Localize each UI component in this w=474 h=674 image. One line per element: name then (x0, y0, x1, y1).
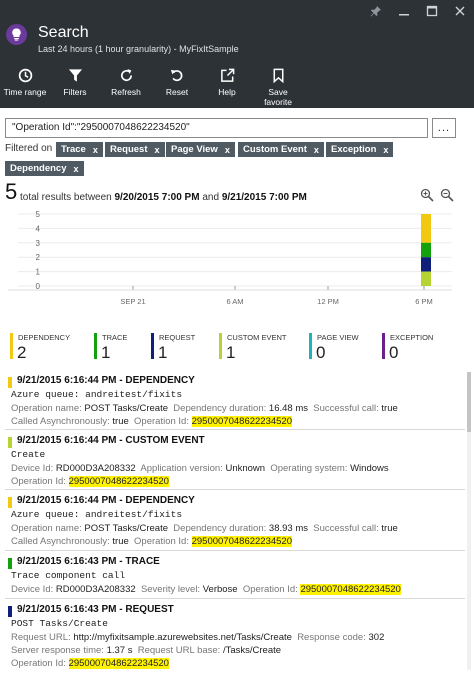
highlighted-operation-id: 2950007048622234520 (300, 584, 401, 595)
counter-color-bar (219, 333, 222, 359)
zoom-out-icon[interactable] (440, 188, 454, 202)
result-summary: Azure queue: andreitest/fixits (11, 389, 183, 400)
highlighted-operation-id: 2950007048622234520 (68, 658, 169, 669)
result-details: Called Asynchronously: true Operation Id: 2950007048622234520 (11, 416, 292, 427)
remove-filter-icon[interactable]: x (383, 144, 389, 155)
more-options-button[interactable]: ... (432, 118, 456, 138)
blade-subtitle: Last 24 hours (1 hour granularity) - MyFixItSample (38, 44, 239, 54)
funnel-icon (68, 68, 83, 83)
result-item[interactable] (5, 432, 465, 490)
external-link-icon (220, 68, 235, 83)
result-type-bar (8, 377, 12, 388)
help-button[interactable]: Help (202, 66, 252, 108)
result-title: 9/21/2015 6:16:44 PM - CUSTOM EVENT (17, 435, 205, 446)
counter-color-bar (151, 333, 154, 359)
remove-filter-icon[interactable]: x (313, 144, 319, 155)
chart-x-tick-label: SEP 21 (120, 297, 146, 306)
minimize-icon[interactable] (390, 0, 418, 22)
refresh-button[interactable]: Refresh (100, 66, 152, 108)
blade-header (0, 0, 474, 108)
chart-y-tick-label: 1 (35, 267, 40, 277)
result-item[interactable] (5, 492, 465, 551)
counter-color-bar (382, 333, 385, 359)
result-title: 9/21/2015 6:16:43 PM - REQUEST (17, 604, 174, 615)
result-type-bar (8, 606, 12, 617)
chart-x-tick-label: 6 PM (415, 297, 433, 306)
chart-x-tick-label: 12 PM (317, 297, 339, 306)
counter-color-bar (309, 333, 312, 359)
zoom-in-icon[interactable] (420, 188, 434, 202)
result-title: 9/21/2015 6:16:43 PM - TRACE (17, 556, 160, 567)
result-item[interactable] (5, 372, 465, 430)
counter-color-bar (10, 333, 13, 359)
time-range-button[interactable]: Time range (0, 66, 50, 108)
remove-filter-icon[interactable]: x (224, 144, 230, 155)
chart-y-tick-label: 0 (35, 282, 40, 291)
highlighted-operation-id: 2950007048622234520 (191, 416, 292, 427)
result-summary: POST Tasks/Create (11, 618, 108, 629)
result-type-bar (8, 437, 12, 448)
results-summary: total results between 9/20/2015 7:00 PM and 9/21/2015 7:00 PM (20, 192, 307, 203)
result-summary: Azure queue: andreitest/fixits (11, 509, 183, 520)
result-summary: Trace component call (11, 570, 126, 581)
chart-y-tick-label: 3 (35, 238, 40, 248)
result-details: Device Id: RD000D3A208332 Application version: Unknown Operating system: Windows (11, 463, 389, 474)
result-details: Called Asynchronously: true Operation Id: 2950007048622234520 (11, 536, 292, 547)
result-title: 9/21/2015 6:16:44 PM - DEPENDENCY (17, 375, 195, 386)
result-item[interactable] (5, 601, 465, 673)
remove-filter-icon[interactable]: x (92, 144, 98, 155)
counter-color-bar (94, 333, 97, 359)
refresh-icon (119, 68, 134, 83)
filtered-on-label: Filtered on (5, 143, 53, 154)
result-title: 9/21/2015 6:16:44 PM - DEPENDENCY (17, 495, 195, 506)
filter-chip-trace[interactable]: Trace x (56, 142, 103, 157)
reset-button[interactable]: Reset (152, 66, 202, 108)
result-item[interactable] (5, 553, 465, 599)
save-favorite-button[interactable]: Save favorite (252, 66, 304, 108)
scrollbar-thumb[interactable] (467, 372, 471, 432)
chart-y-tick-label: 4 (35, 224, 40, 234)
filter-chip-dependency[interactable]: Dependency x (5, 161, 84, 176)
results-chart (0, 208, 474, 318)
chart-y-tick-label: 5 (35, 210, 40, 219)
chart-bar-segment-trace (421, 243, 431, 257)
remove-filter-icon[interactable]: x (73, 163, 79, 174)
pin-icon[interactable] (362, 0, 390, 22)
result-details: Operation name: POST Tasks/Create Dependency duration: 16.48 ms Successful call: true (11, 403, 398, 414)
result-type-bar (8, 558, 12, 569)
window-controls (362, 0, 474, 22)
highlighted-operation-id: 2950007048622234520 (68, 476, 169, 487)
reset-icon (170, 68, 185, 83)
bookmark-icon (271, 68, 286, 83)
filter-chip-custom-event[interactable]: Custom Event x (238, 142, 324, 157)
highlighted-operation-id: 2950007048622234520 (191, 536, 292, 547)
result-details: Device Id: RD000D3A208332 Severity level: Verbose Operation Id: 2950007048622234520 (11, 584, 401, 595)
result-details: Operation name: POST Tasks/Create Dependency duration: 38.93 ms Successful call: true (11, 523, 398, 534)
result-summary: Create (11, 449, 46, 460)
close-icon[interactable] (446, 0, 474, 22)
remove-filter-icon[interactable]: x (154, 144, 160, 155)
lightbulb-icon (6, 24, 27, 45)
chart-x-tick-label: 6 AM (226, 297, 244, 306)
result-details: Server response time: 1.37 s Request URL base: /Tasks/Create (11, 645, 282, 656)
filter-chip-page-view[interactable]: Page View x (166, 142, 235, 157)
chart-bar-segment-dependency (421, 214, 431, 243)
result-details: Operation Id: 2950007048622234520 (11, 658, 169, 669)
filters-button[interactable]: Filters (50, 66, 100, 108)
chart-y-tick-label: 2 (35, 253, 40, 263)
result-details: Request URL: http://myfixitsample.azurewebsites.net/Tasks/Create Response code: 302 (11, 632, 385, 643)
blade-title: Search (38, 24, 89, 41)
search-query-input[interactable]: "Operation Id":"2950007048622234520" (5, 118, 428, 138)
result-count: 5 (5, 179, 18, 204)
result-type-bar (8, 497, 12, 508)
filter-chip-request[interactable]: Request x (105, 142, 165, 157)
filter-chip-exception[interactable]: Exception x (326, 142, 393, 157)
clock-icon (18, 68, 33, 83)
toolbar (0, 66, 474, 108)
result-details: Operation Id: 2950007048622234520 (11, 476, 169, 487)
chart-bar-segment-custom-event (421, 272, 431, 286)
chart-bar-segment-request (421, 257, 431, 271)
maximize-icon[interactable] (418, 0, 446, 22)
